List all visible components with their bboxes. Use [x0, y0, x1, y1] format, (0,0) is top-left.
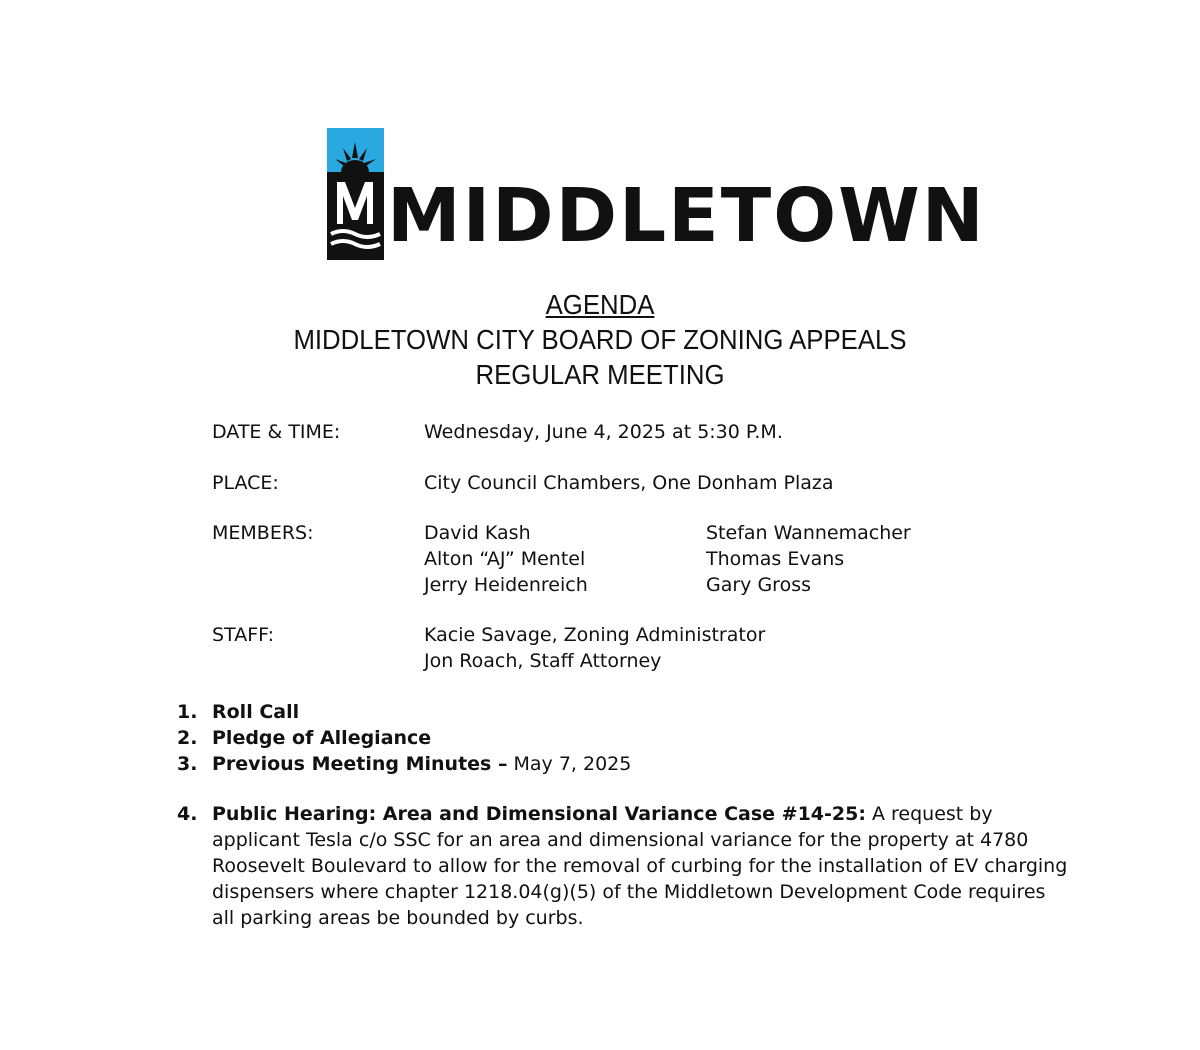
member-name: Thomas Evans [706, 548, 845, 570]
item-title: Previous Meeting Minutes – [212, 753, 508, 775]
member-name: Stefan Wannemacher [706, 522, 911, 544]
item-number: 3. [177, 753, 198, 775]
item-number: 2. [177, 727, 198, 749]
board-name: MIDDLETOWN CITY BOARD OF ZONING APPEALS [293, 324, 907, 355]
item-title: Public Hearing: Area and Dimensional Variance Case #14-25: [212, 803, 866, 825]
place-value: City Council Chambers, One Donham Plaza [424, 472, 834, 494]
agenda-item [212, 801, 1072, 931]
member-name: Gary Gross [706, 574, 812, 596]
agenda-item [212, 725, 431, 751]
agenda-title: AGENDA [545, 289, 655, 320]
staff-label: STAFF: [212, 624, 274, 646]
item-number: 4. [177, 803, 198, 825]
member-name: David Kash [424, 522, 531, 544]
item-detail: A request by applicant Tesla c/o SSC for an area and dimensional variance for the property at 4780 Roosevelt Boulevard to allow for the removal of curbing for the installation of EV charging dispensers where chapter 1218.04(g)(5) of the Middletown Development Code requires all parking areas be bounded by curbs. [212, 803, 1068, 929]
member-name: Alton “AJ” Mentel [424, 548, 586, 570]
item-title: Pledge of Allegiance [212, 727, 432, 749]
member-name: Jerry Heidenreich [424, 574, 588, 596]
staff-member: Jon Roach, Staff Attorney [424, 650, 662, 672]
logo-wordmark: MIDDLETOWN [387, 173, 986, 259]
item-title: Roll Call [212, 701, 300, 723]
date-value: Wednesday, June 4, 2025 at 5:30 P.M. [424, 421, 783, 443]
date-label: DATE & TIME: [212, 421, 341, 443]
agenda-item [212, 699, 299, 725]
staff-member: Kacie Savage, Zoning Administrator [424, 624, 766, 646]
item-number: 1. [177, 701, 198, 723]
members-label: MEMBERS: [212, 522, 314, 544]
middletown-emblem-icon [327, 128, 384, 260]
middletown-logo [327, 128, 986, 260]
item-detail: May 7, 2025 [507, 753, 632, 775]
place-label: PLACE: [212, 472, 279, 494]
meeting-type: REGULAR MEETING [475, 359, 725, 390]
agenda-item [212, 751, 631, 777]
